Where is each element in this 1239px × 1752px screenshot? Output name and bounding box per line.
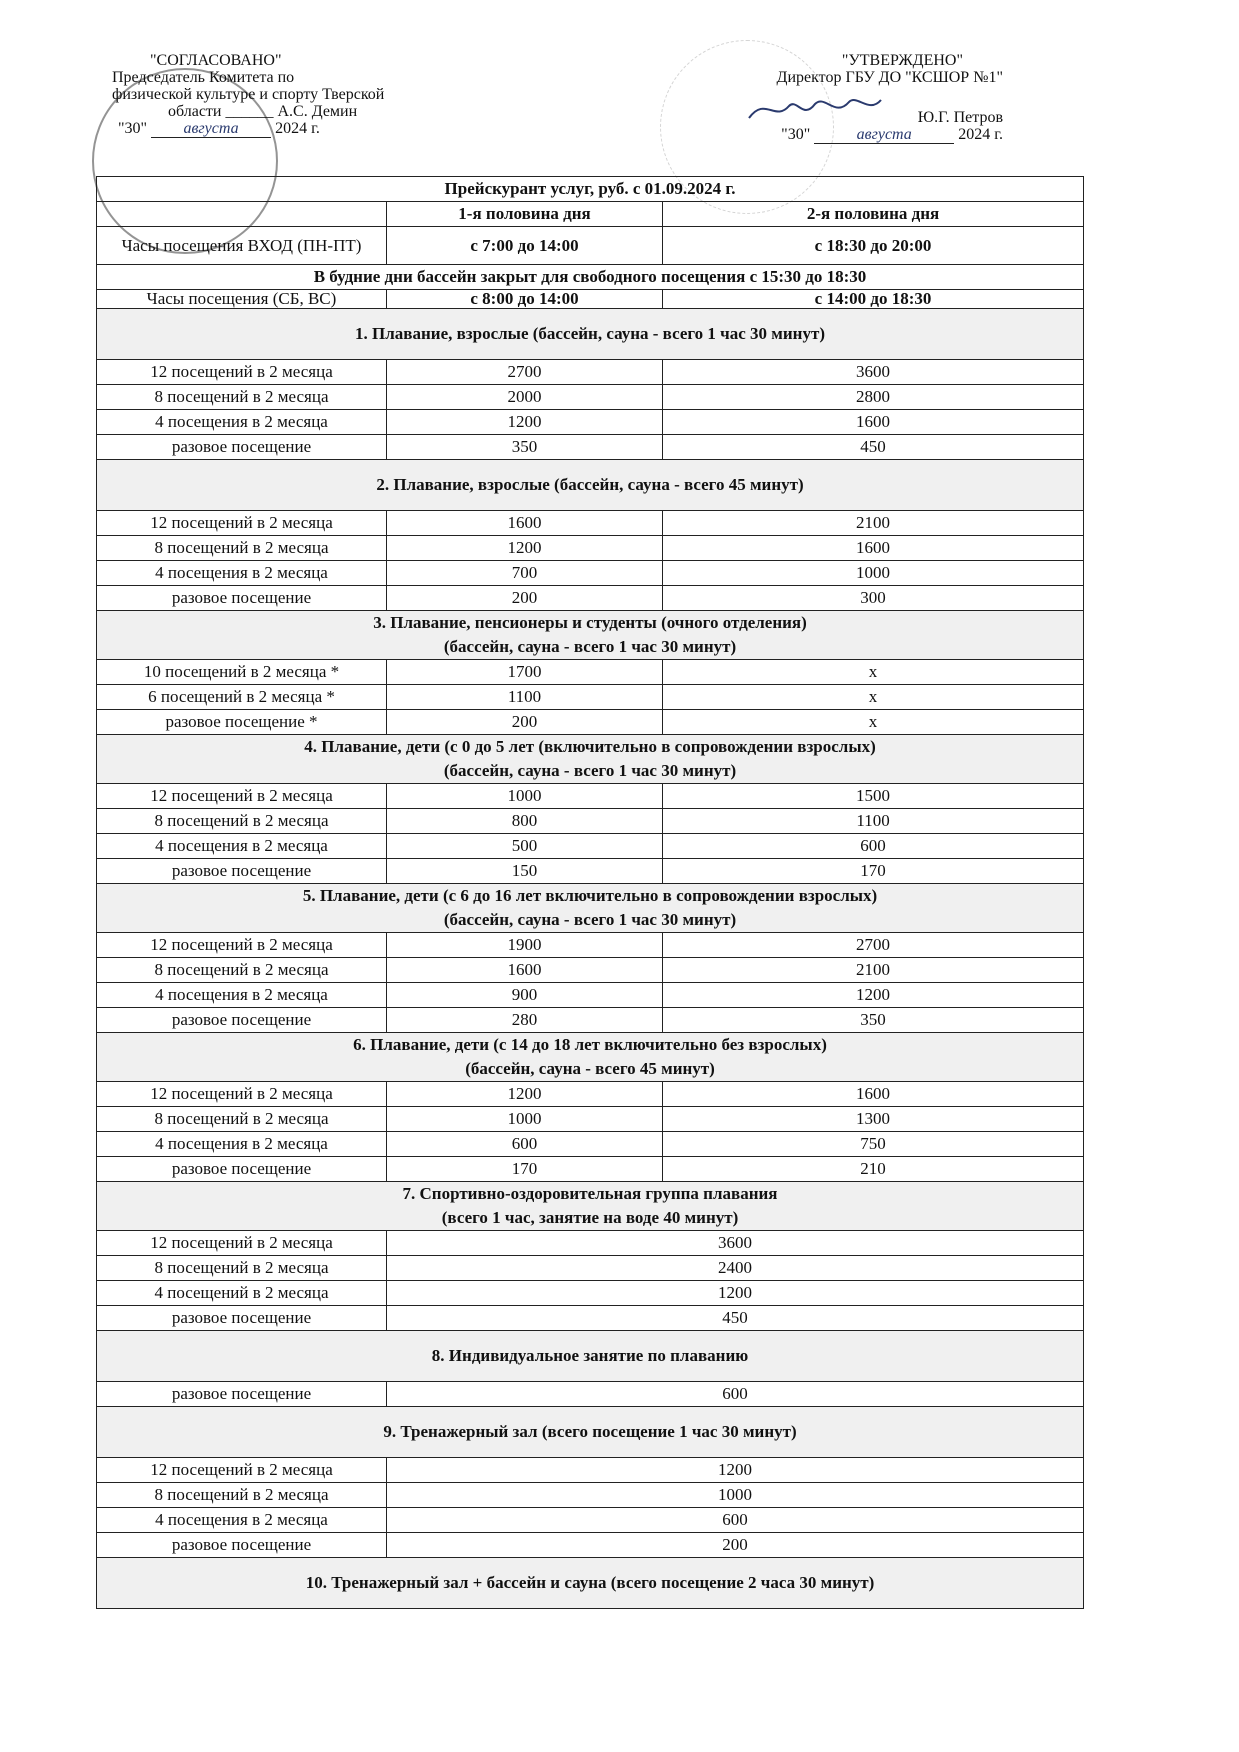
price-cell: 150 [387,859,663,884]
price-cell: 500 [387,834,663,859]
table-row [97,1008,1084,1033]
approval-left-date-month: августа [151,120,271,138]
approval-right-date-year: 2024 г. [958,126,1003,143]
row-label: 4 посещения в 2 месяца [97,983,387,1008]
table-row [97,1483,1084,1508]
table-row [97,1107,1084,1132]
section-header-row [97,309,1084,360]
price-cell: 2700 [663,933,1084,958]
price-cell: 200 [387,1533,1084,1558]
approval-left-line3: области ______ А.С. Демин [168,103,358,120]
price-cell: х [663,710,1084,735]
weekday-hours-half1: с 7:00 до 14:00 [387,227,663,265]
table-row [97,536,1084,561]
row-label: 4 посещения в 2 месяца [97,561,387,586]
approval-right-date-month: августа [814,126,954,144]
table-row [97,784,1084,809]
closed-note-row [97,265,1084,290]
approval-left-date [112,120,384,138]
price-cell: 2100 [663,958,1084,983]
approval-left-line2: физической культуре и спорту Тверской [112,86,385,103]
price-cell: 600 [663,834,1084,859]
price-cell: 2000 [387,385,663,410]
section-title [97,884,1084,933]
table-row [97,1157,1084,1182]
section-title-text: 2. Плавание, взрослые (бассейн, сауна - всего 45 минут) [376,475,804,494]
section-title-text: 6. Плавание, дети (с 14 до 18 лет включительно без взрослых) [353,1035,827,1054]
table-row [97,385,1084,410]
row-label: 8 посещений в 2 месяца [97,958,387,983]
section-title [97,735,1084,784]
row-label: 4 посещения в 2 месяца [97,1508,387,1533]
table-title-row [97,177,1084,202]
row-label: 10 посещений в 2 месяца * [97,660,387,685]
section-header-row [97,1558,1084,1609]
table-row [97,1508,1084,1533]
section-title [97,1407,1084,1458]
row-label: 4 посещения в 2 месяца [97,834,387,859]
row-label: 12 посещений в 2 месяца [97,1231,387,1256]
section-subtitle-text: (бассейн, сауна - всего 45 минут) [465,1059,715,1078]
section-header-row [97,460,1084,511]
table-header-row [97,202,1084,227]
section-header-row [97,1331,1084,1382]
row-label: 12 посещений в 2 месяца [97,1082,387,1107]
row-label: разовое посещение [97,1008,387,1033]
price-cell: 350 [387,435,663,460]
section-subtitle-text: (бассейн, сауна - всего 1 час 30 минут) [443,910,737,929]
weekday-hours-label: Часы посещения ВХОД (ПН-ПТ) [97,227,387,265]
table-row [97,410,1084,435]
weekend-hours-half1: с 8:00 до 14:00 [387,290,663,309]
section-title [97,1033,1084,1082]
price-cell: 800 [387,809,663,834]
table-row [97,1458,1084,1483]
section-header-row [97,1407,1084,1458]
price-cell: 1000 [663,561,1084,586]
table-row [97,1082,1084,1107]
price-cell: 1900 [387,933,663,958]
price-cell: 210 [663,1157,1084,1182]
approval-right-date [725,126,1003,144]
section-title [97,309,1084,360]
approval-right-heading: "УТВЕРЖДЕНО" [841,52,963,69]
price-cell: 200 [387,710,663,735]
weekend-hours-half2: с 14:00 до 18:30 [663,290,1084,309]
row-label: разовое посещение [97,1306,387,1331]
price-table-body [97,177,1084,1609]
table-row [97,685,1084,710]
price-cell: 1600 [663,1082,1084,1107]
price-cell: 450 [663,435,1084,460]
price-cell: 700 [387,561,663,586]
approval-right-date-day: "30" [781,126,811,143]
price-cell: 600 [387,1508,1084,1533]
price-cell: 1600 [663,410,1084,435]
row-label: 8 посещений в 2 месяца [97,385,387,410]
table-row [97,859,1084,884]
table-row [97,1132,1084,1157]
table-row [97,511,1084,536]
approval-block-left [112,52,384,138]
section-title-text: 8. Индивидуальное занятие по плаванию [431,1346,749,1365]
approval-left-heading: "СОГЛАСОВАНО" [150,52,282,69]
row-label: 4 посещений в 2 месяца [97,1281,387,1306]
section-subtitle-text: (бассейн, сауна - всего 1 час 30 минут) [443,761,737,780]
approval-left-date-year: 2024 г. [275,120,320,137]
row-label: 12 посещений в 2 месяца [97,360,387,385]
row-label: 12 посещений в 2 месяца [97,1458,387,1483]
table-row [97,360,1084,385]
row-label: 8 посещений в 2 месяца [97,1483,387,1508]
price-table [96,176,1084,1609]
row-label: 8 посещений в 2 месяца [97,1256,387,1281]
price-cell: 300 [663,586,1084,611]
price-cell: 1200 [663,983,1084,1008]
price-cell: 1000 [387,784,663,809]
approval-left-date-day: "30" [118,120,148,137]
weekday-hours-half2: с 18:30 до 20:00 [663,227,1084,265]
row-label: 4 посещения в 2 месяца [97,1132,387,1157]
section-title-text: 10. Тренажерный зал + бассейн и сауна (всего посещение 2 часа 30 минут) [305,1573,875,1592]
header-empty-cell [97,202,387,227]
table-row [97,933,1084,958]
section-title-text: 4. Плавание, дети (с 0 до 5 лет (включительно в сопровождении взрослых) [304,737,876,756]
section-title [97,611,1084,660]
row-label: 8 посещений в 2 месяца [97,1107,387,1132]
price-cell: 200 [387,586,663,611]
price-cell: 1600 [387,958,663,983]
table-row [97,1281,1084,1306]
price-cell: 1200 [387,536,663,561]
section-title-text: 9. Тренажерный зал (всего посещение 1 час 30 минут) [383,1422,797,1441]
approval-right-line2: Ю.Г. Петров [917,109,1003,126]
row-label: разовое посещение [97,1157,387,1182]
price-cell: 1000 [387,1107,663,1132]
row-label: 12 посещений в 2 месяца [97,511,387,536]
price-cell: 3600 [387,1231,1084,1256]
price-cell: 170 [663,859,1084,884]
approval-left-line1: Председатель Комитета по [112,69,295,86]
price-cell: 1100 [387,685,663,710]
table-row [97,834,1084,859]
price-cell: 450 [387,1306,1084,1331]
table-row [97,1533,1084,1558]
table-row [97,435,1084,460]
price-cell: 900 [387,983,663,1008]
approval-right-line1: Директор ГБУ ДО "КСШОР №1" [776,69,1003,86]
price-cell: 750 [663,1132,1084,1157]
section-title-text: 3. Плавание, пенсионеры и студенты (очного отделения) [373,613,807,632]
row-label: 8 посещений в 2 месяца [97,809,387,834]
price-cell: 2800 [663,385,1084,410]
row-label: 4 посещения в 2 месяца [97,410,387,435]
header-half2: 2-я половина дня [663,202,1084,227]
price-cell: 1600 [663,536,1084,561]
section-header-row [97,884,1084,933]
table-row [97,809,1084,834]
price-cell: х [663,685,1084,710]
price-cell: 280 [387,1008,663,1033]
price-list-title: Прейскурант услуг, руб. с 01.09.2024 г. [97,177,1084,202]
price-cell: 1200 [387,1458,1084,1483]
section-subtitle-text: (бассейн, сауна - всего 1 час 30 минут) [443,637,737,656]
table-row [97,1231,1084,1256]
section-title-text: 7. Спортивно-оздоровительная группа плавания [402,1184,778,1203]
section-header-row [97,1182,1084,1231]
row-label: 12 посещений в 2 месяца [97,933,387,958]
row-label: разовое посещение [97,1533,387,1558]
section-title [97,1182,1084,1231]
row-label: 6 посещений в 2 месяца * [97,685,387,710]
row-label: разовое посещение [97,586,387,611]
table-row [97,710,1084,735]
pool-closed-note: В будние дни бассейн закрыт для свободного посещения с 15:30 до 18:30 [97,265,1084,290]
section-title [97,1558,1084,1609]
section-title [97,460,1084,511]
price-cell: х [663,660,1084,685]
section-title [97,1331,1084,1382]
price-cell: 1200 [387,1281,1084,1306]
price-cell: 1200 [387,1082,663,1107]
table-row [97,586,1084,611]
price-cell: 1200 [387,410,663,435]
price-cell: 600 [387,1382,1084,1407]
price-cell: 350 [663,1008,1084,1033]
price-cell: 170 [387,1157,663,1182]
price-cell: 1600 [387,511,663,536]
table-row [97,660,1084,685]
header-half1: 1-я половина дня [387,202,663,227]
row-label: разовое посещение [97,859,387,884]
section-subtitle-text: (всего 1 час, занятие на воде 40 минут) [441,1208,739,1227]
price-cell: 2400 [387,1256,1084,1281]
row-label: 12 посещений в 2 месяца [97,784,387,809]
table-row [97,561,1084,586]
price-cell: 1500 [663,784,1084,809]
table-row [97,958,1084,983]
price-cell: 1100 [663,809,1084,834]
weekend-hours-label: Часы посещения (СБ, ВС) [97,290,387,309]
row-label: 8 посещений в 2 месяца [97,536,387,561]
weekend-hours-row [97,290,1084,309]
price-cell: 1700 [387,660,663,685]
table-row [97,1382,1084,1407]
table-row [97,1256,1084,1281]
price-cell: 1000 [387,1483,1084,1508]
weekday-hours-row [97,227,1084,265]
row-label: разовое посещение * [97,710,387,735]
section-header-row [97,735,1084,784]
section-title-text: 5. Плавание, дети (с 6 до 16 лет включительно в сопровождении взрослых) [302,886,878,905]
table-row [97,1306,1084,1331]
price-cell: 2100 [663,511,1084,536]
price-cell: 2700 [387,360,663,385]
section-title-text: 1. Плавание, взрослые (бассейн, сауна - всего 1 час 30 минут) [355,324,825,343]
price-cell: 600 [387,1132,663,1157]
section-header-row [97,1033,1084,1082]
section-header-row [97,611,1084,660]
row-label: разовое посещение [97,435,387,460]
price-cell: 3600 [663,360,1084,385]
price-cell: 1300 [663,1107,1084,1132]
row-label: разовое посещение [97,1382,387,1407]
table-row [97,983,1084,1008]
director-signature [745,92,885,128]
